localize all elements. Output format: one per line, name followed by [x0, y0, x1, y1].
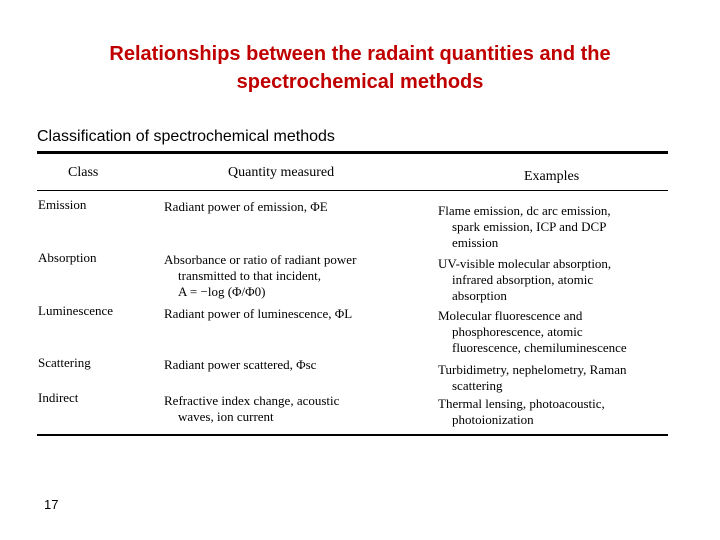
row-absorption-quantity-line-1: Absorbance or ratio of radiant power [164, 252, 357, 267]
table-top-rule [37, 151, 668, 154]
row-emission-examples-line-1: Flame emission, dc arc emission, [438, 203, 611, 218]
slide-title [0, 40, 720, 96]
row-scattering-quantity-line-1: Radiant power scattered, Φsc [164, 357, 317, 372]
row-luminescence-quantity [164, 306, 352, 322]
row-scattering-examples-line-1: Turbidimetry, nephelometry, Raman [438, 362, 627, 377]
row-emission-examples [438, 203, 611, 251]
row-scattering-quantity [164, 357, 316, 373]
row-emission-class: Emission [38, 197, 87, 212]
row-absorption-examples [438, 256, 611, 304]
row-luminescence-class: Luminescence [38, 303, 114, 318]
row-emission-quantity [164, 199, 328, 215]
row-indirect-examples-line-1: Thermal lensing, photoacoustic, [438, 396, 605, 411]
row-luminescence-examples-line-2: phosphorescence, atomic [452, 324, 583, 339]
row-absorption-class: Absorption [38, 250, 97, 265]
row-indirect-examples-line-2: photoionization [452, 412, 534, 427]
header-rule [37, 190, 668, 191]
row-luminescence-examples-line-1: Molecular fluorescence and [438, 308, 583, 323]
row-emission-examples-line-3: emission [452, 235, 499, 250]
row-absorption-examples-line-3: absorption [452, 288, 507, 303]
table-bottom-rule [37, 434, 668, 436]
row-luminescence-examples [438, 308, 627, 356]
row-emission-examples-line-2: spark emission, ICP and DCP [452, 219, 607, 234]
column-header-examples: Examples [524, 169, 580, 184]
slide-title-line-1: Relationships between the radaint quantities and the [109, 43, 611, 65]
row-indirect-examples [438, 396, 605, 428]
row-luminescence-examples-line-3: fluorescence, chemiluminescence [452, 340, 627, 355]
row-absorption-quantity-line-3: A = −log (Φ/Φ0) [178, 284, 266, 299]
row-indirect-quantity-line-2: waves, ion current [178, 409, 274, 424]
row-indirect-quantity-line-1: Refractive index change, acoustic [164, 393, 340, 408]
column-header-class: Class [68, 165, 99, 180]
row-absorption-examples-line-1: UV-visible molecular absorption, [438, 256, 612, 271]
slide-title-line-2: spectrochemical methods [236, 71, 484, 93]
row-absorption-examples-line-2: infrared absorption, atomic [452, 272, 594, 287]
column-header-quantity: Quantity measured [228, 165, 335, 180]
row-indirect-class: Indirect [38, 390, 79, 405]
row-indirect-quantity [164, 393, 339, 425]
row-emission-quantity-line-1: Radiant power of emission, ΦE [164, 199, 328, 214]
row-scattering-class: Scattering [38, 355, 91, 370]
row-absorption-quantity [164, 252, 356, 300]
row-scattering-examples-line-2: scattering [452, 378, 503, 393]
row-absorption-quantity-line-2: transmitted to that incident, [178, 268, 321, 283]
slide-number: 17 [44, 497, 59, 512]
row-scattering-examples [438, 362, 626, 394]
table-heading: Classification of spectrochemical methods [37, 128, 335, 145]
row-luminescence-quantity-line-1: Radiant power of luminescence, ΦL [164, 306, 353, 321]
